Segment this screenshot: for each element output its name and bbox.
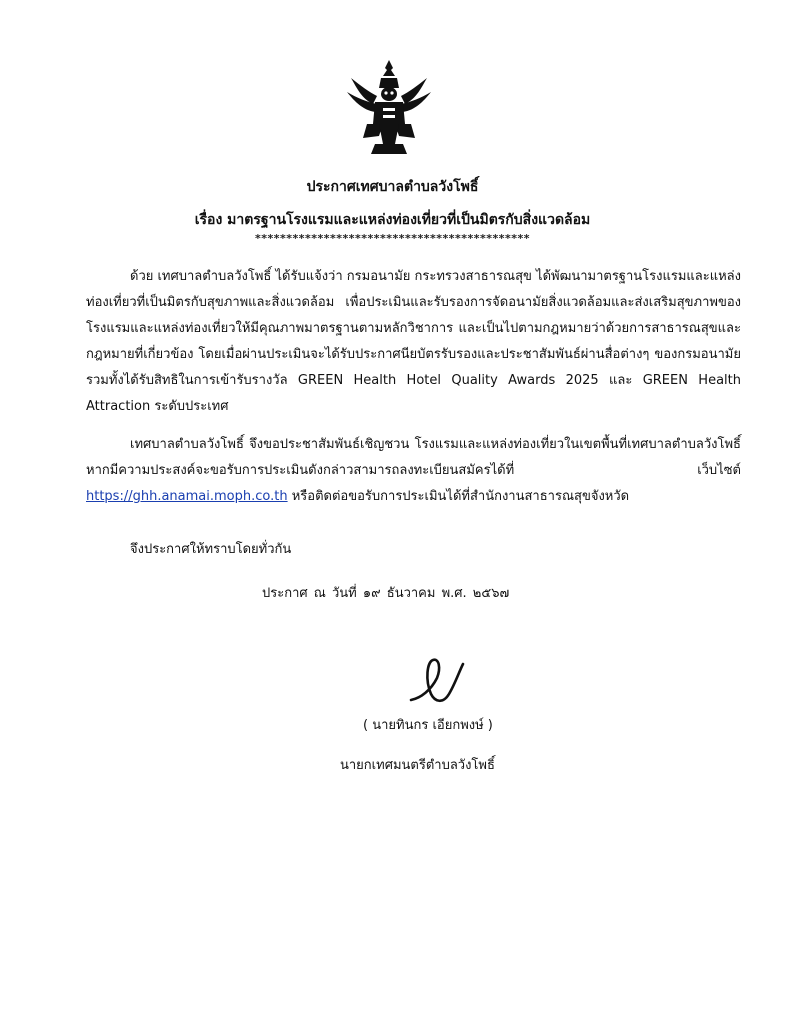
signature-icon bbox=[403, 650, 469, 710]
body-paragraph-1 bbox=[86, 264, 741, 420]
announcement-title: ประกาศเทศบาลตำบลวังโพธิ์ bbox=[306, 179, 479, 195]
closing-statement: จึงประกาศให้ทราบโดยทั่วกัน bbox=[130, 542, 292, 557]
body-paragraph-1-text: ด้วย เทศบาลตำบลวังโพธิ์ ได้รับแจ้งว่า กรมอนามัย กระทรวงสาธารณสุข ได้พัฒนามาตรฐานโรงแรมและแหล่งท่องเที่ยวที่เป็นมิตรกับสุขภาพและสิ่งแวดล้อม เพื่อประเมินและรับรองการจัดอนามัยสิ่งแวดล้อมและส่งเสริมสุขภาพของโรงแรมและแหล่งท่องเที่ยวให้มีคุณภาพมาตรฐานตามหลักวิชาการ และเป็นไปตามกฎหมายว่าด้วยการสาธารณสุขและกฎหมายที่เกี่ยวข้อง โดยเมื่อผ่านประเมินจะได้รับประกาศนียบัตรรับรองและประชาสัมพันธ์ผ่านสื่อต่างๆ ของกรมอนามัย รวมทั้งได้รับสิทธิในการเข้ารับรางวัล GREEN Health Hotel Quality Awards 2025 และ GREEN Health Attraction ระดับประเทศ bbox=[86, 269, 741, 414]
body-paragraph-2-text: เทศบาลตำบลวังโพธิ์ จึงขอประชาสัมพันธ์เชิญชวน โรงแรมและแหล่งท่องเที่ยวในเขตพื้นที่เทศบาลตำบลวังโพธิ์ หากมีความประสงค์จะขอรับการประเมินดังกล่าวสามารถลงทะเบียนสมัครได้ที่ เว็บไซต์ bbox=[86, 437, 741, 478]
registration-website-link[interactable]: https://ghh.anamai.moph.co.th bbox=[86, 489, 288, 504]
signer-name: ( นายทินกร เอียกพงษ์ ) bbox=[363, 718, 493, 733]
announcement-subject: เรื่อง มาตรฐานโรงแรมและแหล่งท่องเที่ยวที่เป็นมิตรกับสิ่งแวดล้อม bbox=[194, 212, 591, 228]
body-paragraph-2 bbox=[86, 432, 741, 510]
announcement-date: ประกาศ ณ วันที่ ๑๙ ธันวาคม พ.ศ. ๒๕๖๗ bbox=[262, 586, 510, 601]
separator-line: ******************************************** bbox=[254, 232, 531, 245]
body-paragraph-2-tail: หรือติดต่อขอรับการประเมินได้ที่สำนักงานสาธารณสุขจังหวัด bbox=[287, 489, 630, 504]
signer-position: นายกเทศมนตรีตำบลวังโพธิ์ bbox=[340, 758, 495, 773]
garuda-emblem-icon bbox=[343, 58, 435, 156]
